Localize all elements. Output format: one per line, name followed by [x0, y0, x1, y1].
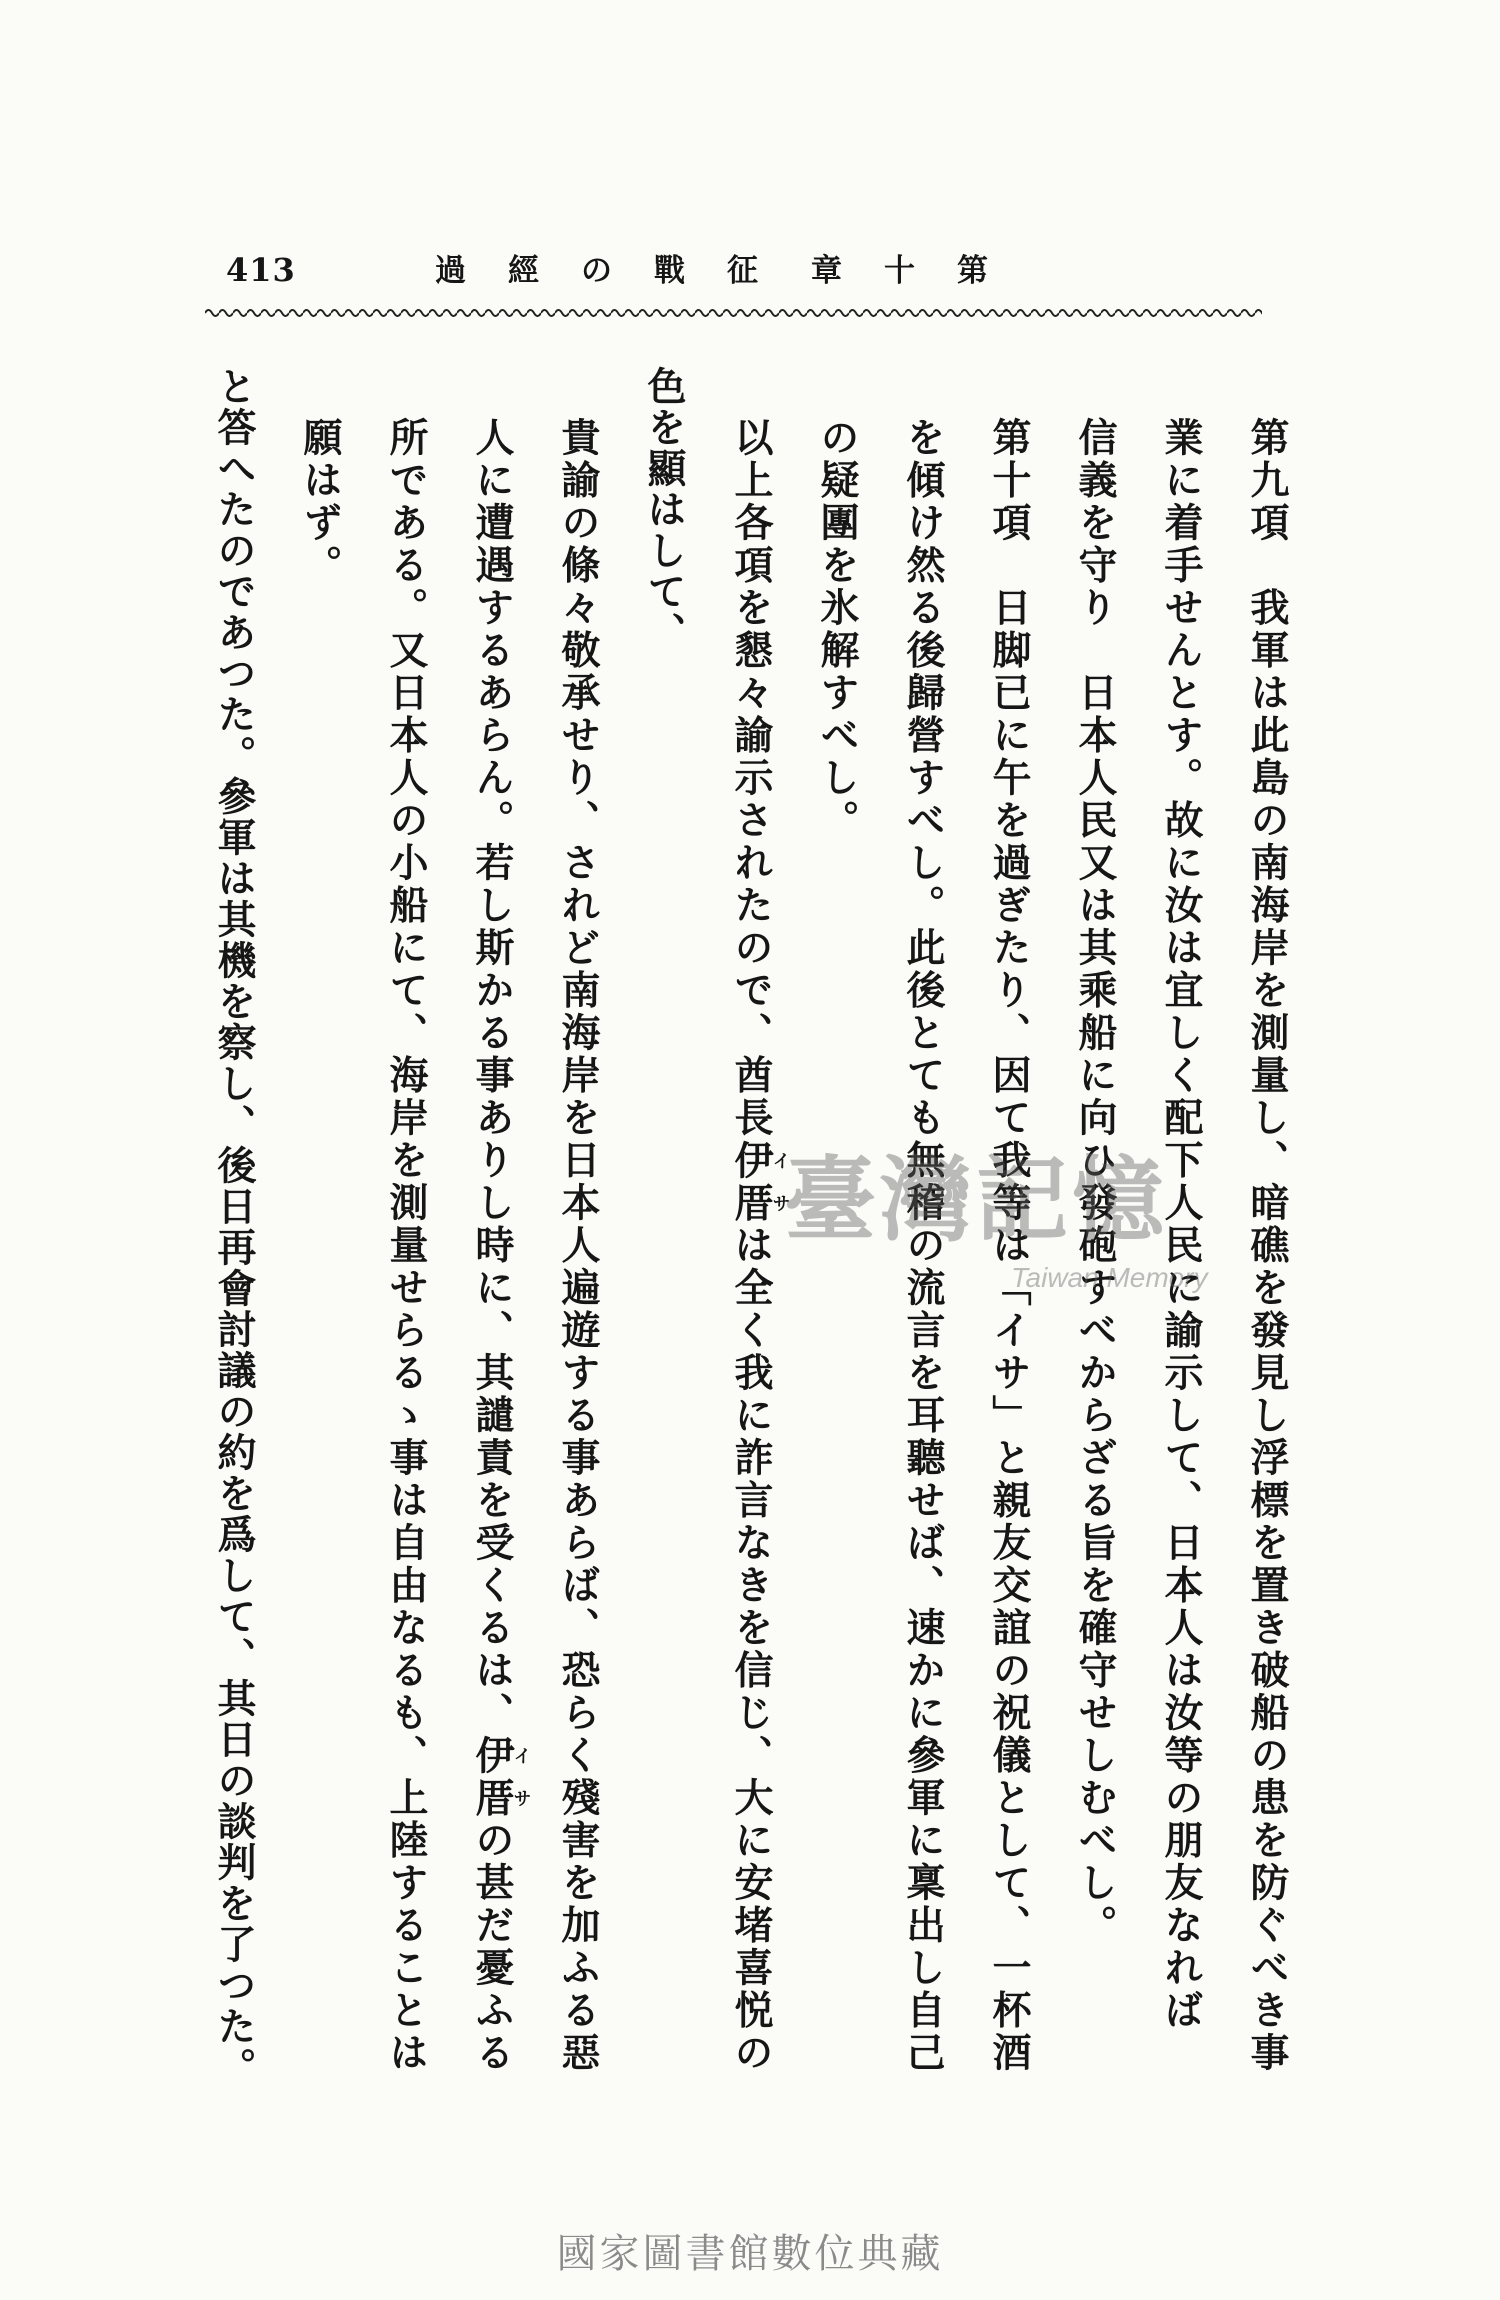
wavy-rule: [205, 306, 1262, 320]
text-segment: 以上各項を懇々諭示されたので、酋長: [728, 417, 774, 1140]
text-segment: 人に遭遇するあらん。若し斯かる事ありし時に、其譴責を受くるは、: [469, 417, 515, 1735]
ruby-text: イサ: [510, 1734, 532, 1820]
collection-footer: 國家圖書館數位典藏: [556, 2231, 944, 2277]
running-title: 征戰の經過: [435, 253, 800, 289]
page-number: 413: [226, 251, 296, 289]
running-chapter: 第十章: [811, 253, 1030, 289]
ruby-annotated-name: [469, 1734, 532, 1820]
ruby-annotated-name: [728, 1139, 791, 1225]
text-column: 業に着手せんとす。故に汝は宜しく配下人民に諭示して、日本人は汝等の朋友なれば: [1158, 417, 1204, 2032]
text-column: [711, 417, 791, 2075]
text-column: を傾け然る後歸營すべし。此後とても無稽の流言を耳聽せば、速かに參軍に稟出し自己: [900, 417, 946, 2075]
text-column: 所である。又日本人の小船にて、海岸を測量せらるゝ事は自由なるも、上陸することは: [383, 417, 429, 2075]
text-column: 貴諭の條々敬承せり、されど南海岸を日本人遍遊する事あらば、恐らく殘害を加ふる惡: [555, 417, 601, 2075]
text-column: の疑團を氷解すべし。: [814, 417, 860, 842]
text-column: 信義を守り 日本人民又は其乘船に向ひ發砲すべからざる旨を確守せしむべし。: [1072, 417, 1118, 1947]
ruby-text: イサ: [769, 1139, 791, 1225]
text-column: と答へたのであつた。參軍は其機を察し、後日再會討議の約を爲して、其日の談判を了つた。: [211, 366, 257, 2088]
ruby-base: 伊厝: [728, 1139, 774, 1225]
text-column: 願はず。: [297, 417, 343, 587]
ruby-base: 伊厝: [469, 1734, 515, 1820]
text-column: [452, 417, 532, 2075]
text-column: 第九項 我軍は此島の南海岸を測量し、暗礁を發見し浮標を置き破船の患を防ぐべき事: [1244, 417, 1290, 2075]
watermark-title: 臺灣記憶: [784, 1146, 1169, 1254]
watermark-subtitle: Taiwan Memory: [1011, 1262, 1208, 1293]
text-segment: は全く我に詐言なきを信じ、大に安堵喜悦の: [728, 1224, 774, 2075]
text-column: 色を顯はして、: [641, 366, 687, 653]
text-column: 第十項 日脚已に午を過ぎたり、因て我等は「イサ」と親友交誼の祝儀として、一杯酒: [986, 417, 1032, 2075]
wavy-line: [205, 306, 1262, 320]
text-segment: の甚だ憂ふる: [469, 1819, 515, 2075]
